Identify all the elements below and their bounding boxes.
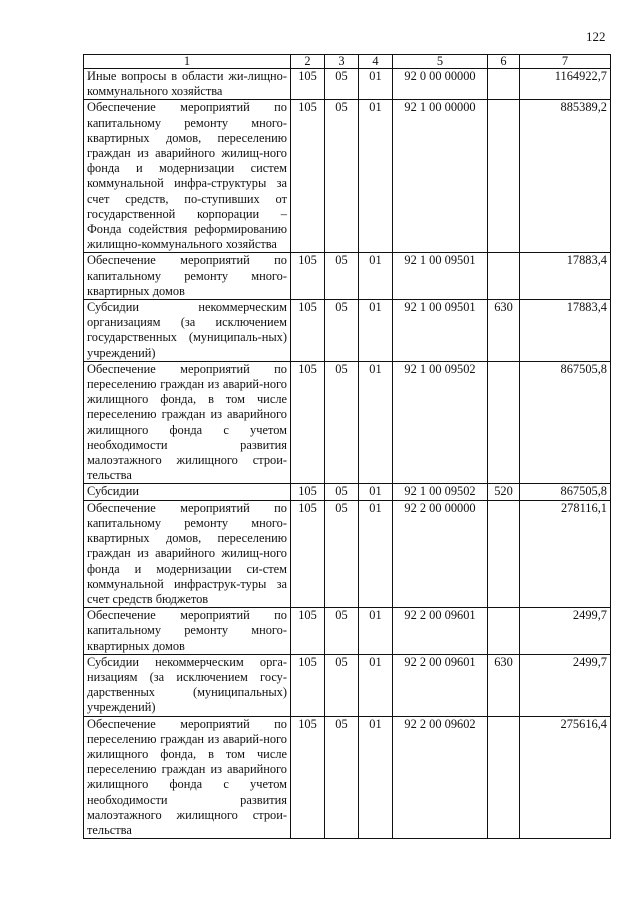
row-amount: 278116,1 bbox=[520, 500, 611, 607]
table-row bbox=[84, 608, 611, 655]
row-expense-type bbox=[488, 253, 520, 300]
row-expense-type bbox=[488, 100, 520, 253]
row-target-article: 92 1 00 00000 bbox=[393, 100, 488, 253]
row-name: Обеспечение мероприятий по капитальному ремонту много-квартирных домов, переселению граждан из аварийного жилищ-ного фонда и модернизации систем коммунальной инфра-структуры за счет средств, по-ступивших от государственной корпорации – Фонда содействия реформированию жилищно-коммунального хозяйства bbox=[84, 100, 291, 253]
row-name: Обеспечение мероприятий по капитальному ремонту много-квартирных домов bbox=[84, 253, 291, 300]
row-ministry-code: 105 bbox=[291, 654, 325, 716]
row-section: 05 bbox=[325, 500, 359, 607]
header-col-3: 3 bbox=[325, 55, 359, 69]
row-section: 05 bbox=[325, 253, 359, 300]
row-ministry-code: 105 bbox=[291, 69, 325, 100]
row-expense-type: 630 bbox=[488, 654, 520, 716]
row-section: 05 bbox=[325, 716, 359, 839]
row-expense-type bbox=[488, 361, 520, 484]
header-col-1: 1 bbox=[84, 55, 291, 69]
row-target-article: 92 2 00 09601 bbox=[393, 608, 488, 655]
row-subsection: 01 bbox=[359, 500, 393, 607]
table-row bbox=[84, 361, 611, 484]
row-subsection: 01 bbox=[359, 300, 393, 362]
row-subsection: 01 bbox=[359, 69, 393, 100]
row-amount: 17883,4 bbox=[520, 253, 611, 300]
row-amount: 2499,7 bbox=[520, 608, 611, 655]
row-amount: 1164922,7 bbox=[520, 69, 611, 100]
table-row bbox=[84, 253, 611, 300]
row-ministry-code: 105 bbox=[291, 608, 325, 655]
row-amount: 275616,4 bbox=[520, 716, 611, 839]
row-section: 05 bbox=[325, 100, 359, 253]
header-col-2: 2 bbox=[291, 55, 325, 69]
row-subsection: 01 bbox=[359, 361, 393, 484]
row-amount: 885389,2 bbox=[520, 100, 611, 253]
header-col-6: 6 bbox=[488, 55, 520, 69]
row-subsection: 01 bbox=[359, 654, 393, 716]
row-subsection: 01 bbox=[359, 253, 393, 300]
row-name: Субсидии bbox=[84, 484, 291, 500]
header-col-5: 5 bbox=[393, 55, 488, 69]
row-target-article: 92 2 00 09602 bbox=[393, 716, 488, 839]
row-amount: 867505,8 bbox=[520, 361, 611, 484]
row-section: 05 bbox=[325, 69, 359, 100]
row-subsection: 01 bbox=[359, 716, 393, 839]
row-ministry-code: 105 bbox=[291, 484, 325, 500]
row-target-article: 92 1 00 09502 bbox=[393, 484, 488, 500]
row-ministry-code: 105 bbox=[291, 500, 325, 607]
row-expense-type: 520 bbox=[488, 484, 520, 500]
row-section: 05 bbox=[325, 300, 359, 362]
row-name: Субсидии некоммерческим организациям (за исключением государственных (муниципаль-ных) учреждений) bbox=[84, 300, 291, 362]
row-expense-type bbox=[488, 69, 520, 100]
row-name: Иные вопросы в области жи-лищно-коммунального хозяйства bbox=[84, 69, 291, 100]
row-target-article: 92 0 00 00000 bbox=[393, 69, 488, 100]
table-row bbox=[84, 300, 611, 362]
row-name: Субсидии некоммерческим орга-низациям (за исключением госу-дарственных (муниципальных) учреждений) bbox=[84, 654, 291, 716]
row-target-article: 92 1 00 09501 bbox=[393, 300, 488, 362]
row-target-article: 92 1 00 09502 bbox=[393, 361, 488, 484]
table-row bbox=[84, 716, 611, 839]
table-row bbox=[84, 484, 611, 500]
row-expense-type: 630 bbox=[488, 300, 520, 362]
row-name: Обеспечение мероприятий по капитальному ремонту много-квартирных домов bbox=[84, 608, 291, 655]
table-row bbox=[84, 100, 611, 253]
table-header-row bbox=[84, 55, 611, 69]
row-section: 05 bbox=[325, 361, 359, 484]
row-amount: 2499,7 bbox=[520, 654, 611, 716]
table-row bbox=[84, 500, 611, 607]
row-target-article: 92 2 00 00000 bbox=[393, 500, 488, 607]
row-section: 05 bbox=[325, 654, 359, 716]
row-name: Обеспечение мероприятий по капитальному ремонту много-квартирных домов, переселению граждан из аварийного жилищ-ного фонда и модернизации си-стем коммунальной инфраструк-туры за счет средств бюджетов bbox=[84, 500, 291, 607]
row-amount: 867505,8 bbox=[520, 484, 611, 500]
row-ministry-code: 105 bbox=[291, 100, 325, 253]
row-subsection: 01 bbox=[359, 608, 393, 655]
row-name: Обеспечение мероприятий по переселению граждан из аварий-ного жилищного фонда, в том числе переселению граждан из аварийного жилищного фонда с учетом необходимости развития малоэтажного жилищного строи-тельства bbox=[84, 716, 291, 839]
table-row bbox=[84, 654, 611, 716]
row-name: Обеспечение мероприятий по переселению граждан из аварий-ного жилищного фонда, в том числе переселению граждан из аварийного жилищного фонда с учетом необходимости развития малоэтажного жилищного строи-тельства bbox=[84, 361, 291, 484]
row-expense-type bbox=[488, 716, 520, 839]
row-ministry-code: 105 bbox=[291, 716, 325, 839]
row-target-article: 92 2 00 09601 bbox=[393, 654, 488, 716]
header-col-4: 4 bbox=[359, 55, 393, 69]
row-amount: 17883,4 bbox=[520, 300, 611, 362]
row-subsection: 01 bbox=[359, 484, 393, 500]
budget-table bbox=[83, 54, 611, 839]
page-number: 122 bbox=[586, 29, 606, 44]
row-ministry-code: 105 bbox=[291, 300, 325, 362]
row-subsection: 01 bbox=[359, 100, 393, 253]
row-ministry-code: 105 bbox=[291, 253, 325, 300]
table-row bbox=[84, 69, 611, 100]
row-section: 05 bbox=[325, 484, 359, 500]
header-col-7: 7 bbox=[520, 55, 611, 69]
row-expense-type bbox=[488, 608, 520, 655]
row-expense-type bbox=[488, 500, 520, 607]
row-ministry-code: 105 bbox=[291, 361, 325, 484]
row-target-article: 92 1 00 09501 bbox=[393, 253, 488, 300]
row-section: 05 bbox=[325, 608, 359, 655]
